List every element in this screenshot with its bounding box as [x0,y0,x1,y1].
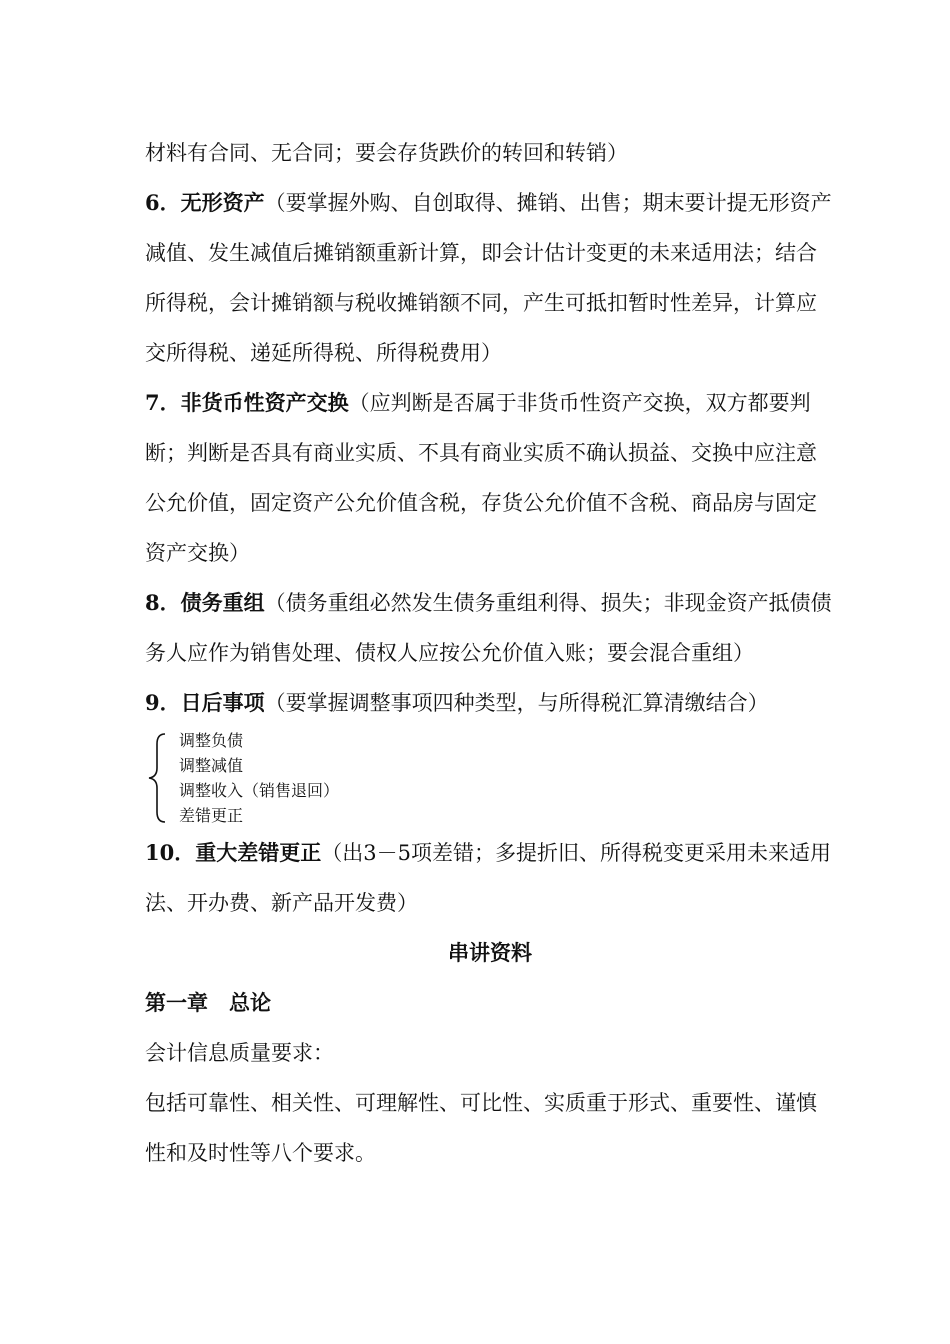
paragraph-text: 材料有合同、无合同；要会存货跌价的转回和转销） [145,141,628,165]
paragraph-text: （要掌握调整事项四种类型，与所得税汇算清缴结合） [264,691,769,715]
adjustment-item: 调整负债 [179,731,244,750]
paragraph-text: （要掌握外购、自创取得、摊销、出售；期末要计提无形资产减值、发生减值后摊销额重新计算，即会计估计变更的未来适用法；结合所得税，会计摊销额与税收摊销额不同，产生可抵扣暂时性差异，计算应交所得税、递延所得税、所得税费用） [145,191,832,365]
adjustment-item: 调整减值 [179,756,244,775]
paragraph-debt-restructuring [145,578,835,678]
paragraph-title: 非货币性资产交换 [180,390,349,415]
document-content [145,128,835,1178]
section-title: 串讲资料 [448,940,532,965]
paragraph-continuation [145,128,835,178]
paragraph-number: 9． [145,690,181,715]
paragraph-title: 债务重组 [180,590,265,615]
paragraph-number: 10． [145,840,196,865]
adjustment-items [179,728,339,828]
paragraph-title: 日后事项 [180,690,265,715]
paragraph-number: 8． [145,590,181,615]
paragraph-text: （应判断是否属于非货币性资产交换，双方都要判断；判断是否具有商业实质、不具有商业实质不确认损益、交换中应注意公允价值，固定资产公允价值含税，存货公允价值不含税、商品房与固定资产交换） [145,391,817,565]
body-line: 会计信息质量要求： [145,1041,334,1065]
paragraph-text: （出3－5项差错；多提折旧、所得税变更采用未来适用法、开办费、新产品开发费） [145,841,831,915]
paragraph-error-correction [145,828,835,928]
left-brace-icon [145,730,171,826]
paragraph-text: （债务重组必然发生债务重组利得、损失；非现金资产抵债债务人应作为销售处理、债权人应按公允价值入账；要会混合重组） [145,591,832,665]
adjustment-item: 调整收入（销售退回） [179,781,340,800]
adjustment-item: 差错更正 [179,806,244,825]
paragraph-title: 无形资产 [180,190,265,215]
chapter-title: 第一章 总论 [145,990,271,1015]
paragraph-title: 重大差错更正 [195,840,322,865]
body-line: 包括可靠性、相关性、可理解性、可比性、实质重于形式、重要性、谨慎性和及时性等八个要求。 [145,1091,817,1165]
adjustment-types-list [145,728,835,828]
paragraph-subsequent-events [145,678,835,728]
paragraph-number: 7． [145,390,181,415]
paragraph-intangible-assets [145,178,835,378]
paragraph-nonmonetary-exchange [145,378,835,578]
paragraph-number: 6． [145,190,181,215]
